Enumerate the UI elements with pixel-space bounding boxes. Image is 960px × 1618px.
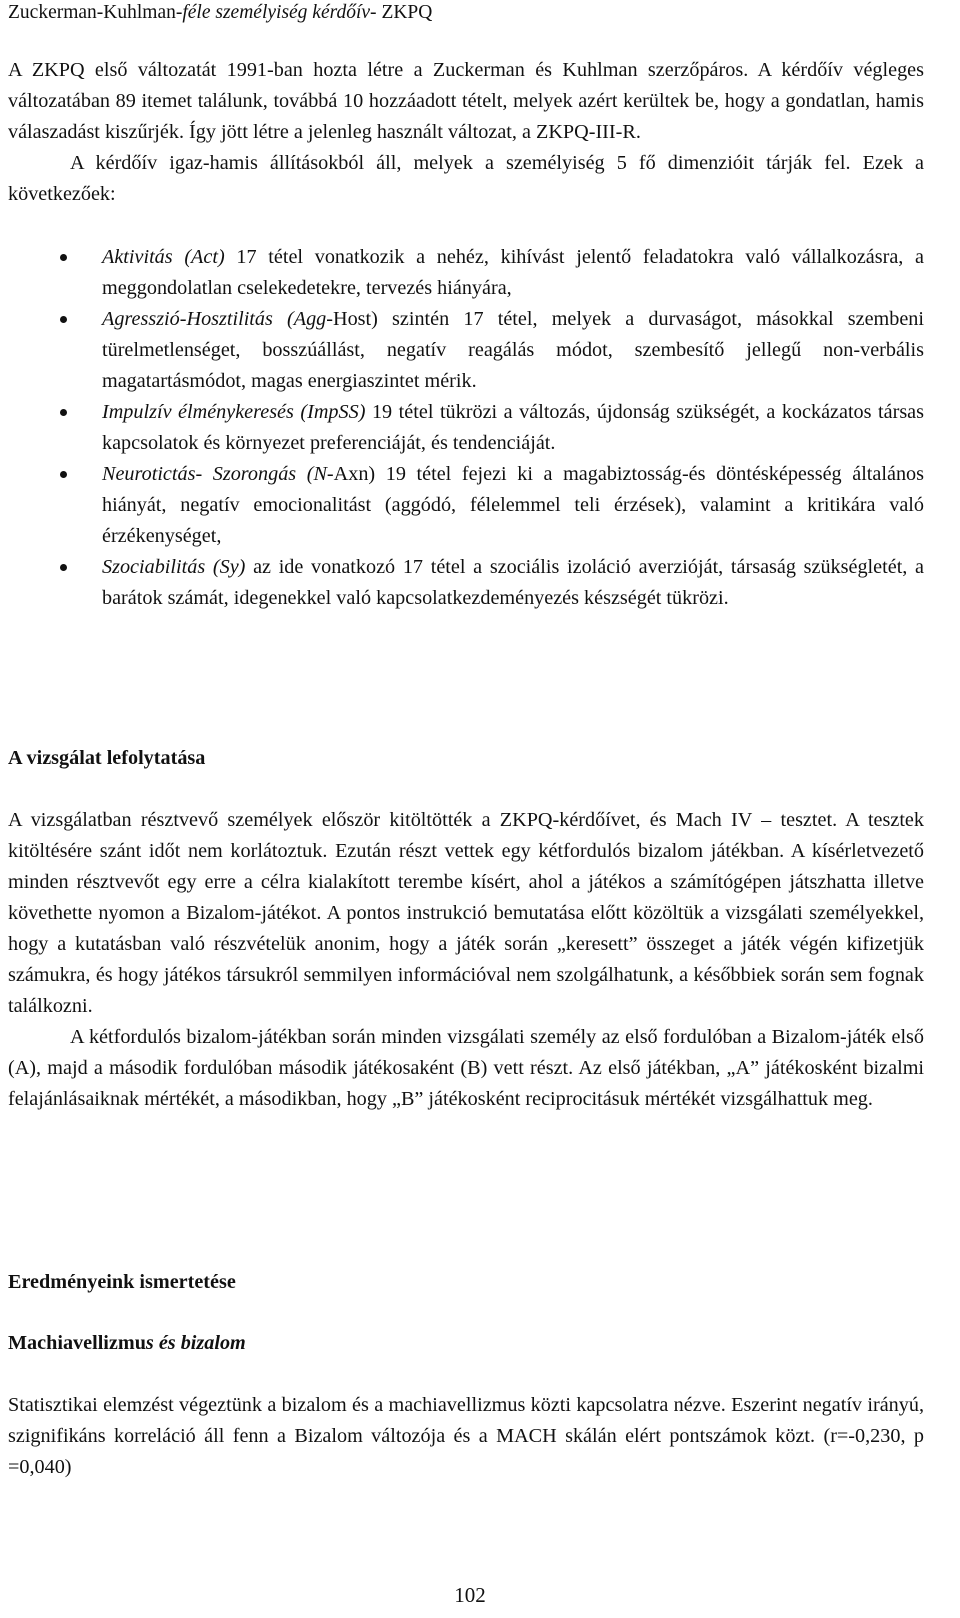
section-heading-procedure: A vizsgálat lefolytatása [8, 747, 206, 769]
header-title-prefix: Zuckerman-Kuhlman- [8, 2, 183, 23]
intro-paragraph-2: A kérdőív igaz-hamis állításokból áll, melyek a személyiség 5 fő dimenzióit tárják fel. Ezek a következőek: [8, 152, 924, 205]
procedure-paragraph-2: A kétfordulós bizalom-játékban során minden vizsgálati személy az első fordulóban a Bizalom-játék első (A), majd a második fordulóban második játékosaként (B) vett részt. Az első játékban, „A” játékosként bizalmi felajánlásaiknak mértékét, a másodikban, hogy „B” játékosként reciprocitásuk mértékét vizsgálhattuk meg. [8, 1026, 924, 1110]
intro-paragraph-1: A ZKPQ első változatát 1991-ban hozta létre a Zuckerman és Kuhlman szerzőpáros. A kérdőív végleges változatában 89 itemet találunk, továbbá 10 hozzáadott tételt, melyek azért kerültek be, hogy a gondatlan, hamis válaszadást kiszűrjék. Így jött létre a jelenleg használt változat, a ZKPQ-III-R. [8, 59, 924, 143]
dimension-text: 17 tétel vonatkozik a nehéz, kihívást jelentő feladatokra való vállalkozásra, a meggondolatlan cselekedetekre, tervezés hiányára, [102, 246, 924, 299]
procedure-section [8, 805, 924, 1115]
dimension-text: Axn) 19 tétel fejezi ki a magabiztosság-és döntésképesség általános hiányát, negatív emocionalitást (aggódó, félelemmel teli érzések), valamint a kritikára való érzékenységet, [102, 463, 924, 547]
list-item [8, 459, 924, 552]
intro-section [8, 55, 924, 210]
dimension-list [8, 242, 924, 614]
page-number: 102 [454, 1583, 486, 1607]
header-title-suffix: ZKPQ [376, 2, 433, 23]
dimension-text: Host) szintén 17 tétel, melyek a durvaságot, másokkal szembeni türelmetlenséget, bosszúállást, negatív reagálás módot, szembesítő jellegű non-verbális magatartásmódot, magas energiaszintet mérik. [102, 308, 924, 392]
results-paragraph-1: Statisztikai elemzést végeztünk a bizalom és a machiavellizmus közti kapcsolatra nézve. Eszerint negatív irányú, szignifikáns korreláció áll fenn a Bizalom változója és a MACH skálán elért pontszámok közt. (r=-0,230, p =0,040) [8, 1394, 924, 1478]
dimension-text: 19 tétel tükrözi a változás, újdonság szükségét, a kockázatos társas kapcsolatok és környezet preferenciáját, és tendenciáját. [102, 401, 925, 454]
header-title-italic: féle személyiség kérdőív- [182, 2, 377, 23]
list-item [8, 552, 924, 614]
subheading-bold-italic: s és bizalom [145, 1332, 246, 1354]
dimension-name: Agresszió-Hosztilitás (Agg- [102, 308, 333, 330]
dimension-text: az ide vonatkozó 17 tétel a szociális izoláció averzióját, társaság szükségletét, a barátok számát, idegenekkel való kapcsolatkezdeményezés készségét tükrözi. [102, 556, 924, 609]
dimension-name: Szociabilitás (Sy) [102, 556, 246, 578]
subheading-bold: Machiavellizmu [8, 1332, 146, 1354]
procedure-paragraph-1: A vizsgálatban résztvevő személyek először kitöltötték a ZKPQ-kérdőívet, és Mach IV – tesztet. A tesztek kitöltésére szánt időt nem korlátoztuk. Ezután részt vettek egy kétfordulós bizalom játékban. A kísérletvezető minden résztvevőt egy erre a célra kialakított terembe kísért, ahol a játékos a számítógépen játszhatta illetve követhette nyomon a Bizalom-játékot. A pontos instrukció bemutatása előtt közöltük a vizsgálati személyekkel, hogy a kutatásban való részvételük anonim, hogy a játék során „keresett” összeget a játék végén kifizetjük számukra, és hogy játékos társukról semmilyen információval nem szolgálhatunk, a későbbiek során sem fognak találkozni. [8, 809, 924, 1017]
section-heading-results: Eredményeink ismertetése [8, 1271, 236, 1293]
dimension-name: Aktivitás (Act) [102, 246, 225, 268]
list-item [8, 397, 924, 459]
dimension-name: Neurotictás- Szorongás (N- [102, 463, 334, 485]
list-item [8, 242, 924, 304]
dimension-name: Impulzív élménykeresés (ImpSS) [102, 401, 366, 423]
list-item [8, 304, 924, 397]
subsection-heading [8, 1328, 246, 1359]
results-section [8, 1390, 924, 1483]
page-header [8, 0, 432, 26]
